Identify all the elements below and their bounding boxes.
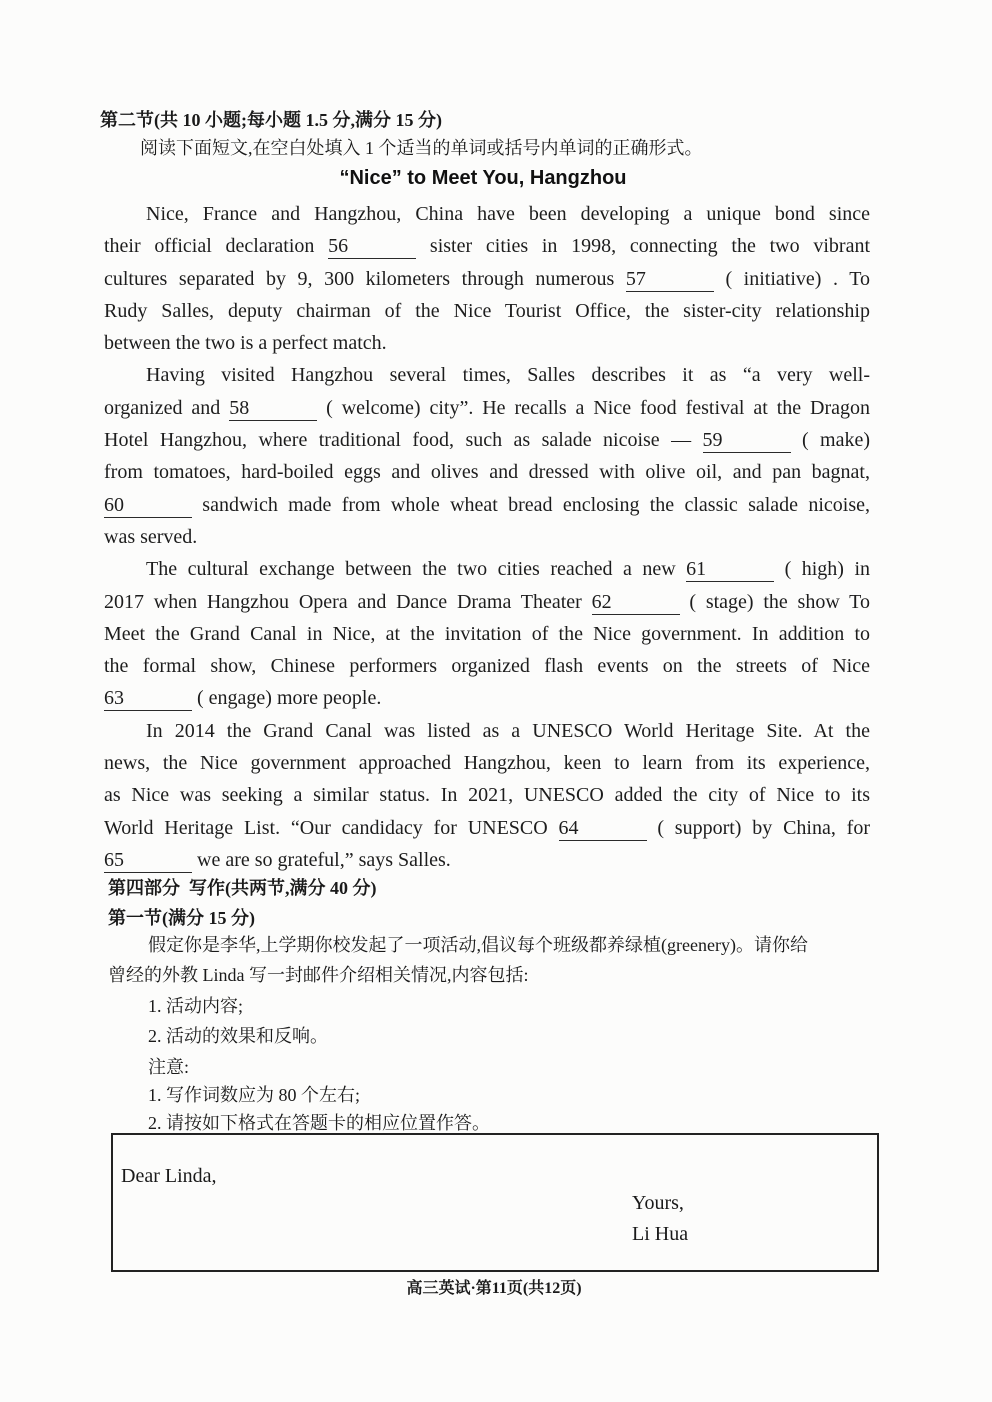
- line-text-after: ( support) by China, for: [657, 816, 870, 839]
- passage-line: [104, 359, 870, 391]
- line-text: Meet the Grand Canal in Nice, at the invitation of the Nice government. In addition to: [104, 622, 870, 645]
- line-text-after: sandwich made from whole wheat bread enclosing the classic salade nicoise,: [202, 493, 870, 516]
- blank-63: 63: [104, 687, 192, 711]
- passage-line: [104, 327, 870, 359]
- blank-58: 58: [229, 397, 317, 421]
- note-label: 注意:: [148, 1057, 190, 1077]
- line-text-before: Hotel Hangzhou, where traditional food, such as salade nicoise —: [104, 429, 692, 452]
- letter-signature: Li Hua: [632, 1223, 689, 1245]
- passage-line: [104, 263, 870, 295]
- line-text-after: ( stage) the show To: [689, 590, 871, 613]
- passage-line: [104, 230, 870, 262]
- line-text: between the two is a perfect match.: [104, 332, 387, 355]
- line-text-before: The cultural exchange between the two cities reached a new: [146, 558, 676, 581]
- blank-65: 65: [104, 849, 192, 873]
- passage-line: [104, 489, 870, 521]
- letter-closing: Yours,: [632, 1192, 684, 1214]
- line-text: Nice, France and Hangzhou, China have been developing a unique bond since: [146, 203, 870, 225]
- line-text-after: sister cities in 1998, connecting the two vibrant: [429, 235, 871, 258]
- passage-paragraph: [104, 359, 870, 553]
- blank-59: 59: [703, 429, 791, 453]
- line-text-before: their official declaration: [104, 235, 315, 258]
- line-text-after: ( initiative) . To: [725, 267, 871, 290]
- passage-line: [104, 844, 870, 876]
- writing-part-title: 第四部分 写作(共两节,满分 40 分): [108, 878, 377, 898]
- line-text: Rudy Salles, deputy chairman of the Nice Tourist Office, the sister-city relationship: [104, 299, 870, 322]
- passage-line: [104, 650, 870, 682]
- note-item: 1. 写作词数应为 80 个左右;: [148, 1085, 361, 1105]
- line-text-before: World Heritage List. “Our candidacy for UNESCO: [104, 816, 548, 839]
- letter-greeting: Dear Linda,: [121, 1165, 217, 1187]
- line-text: In 2014 the Grand Canal was listed as a UNESCO World Heritage Site. At the: [146, 719, 870, 742]
- writing-section-title: 第一节(满分 15 分): [108, 908, 255, 928]
- passage-line: [104, 682, 870, 714]
- blank-57: 57: [626, 268, 714, 292]
- line-text-after: we are so grateful,” says Salles.: [197, 848, 451, 871]
- passage: [104, 198, 870, 876]
- passage-line: [104, 392, 870, 424]
- line-text-after: ( engage) more people.: [197, 687, 382, 710]
- blank-62: 62: [592, 591, 680, 615]
- passage-line: [104, 456, 870, 488]
- line-text-before: 2017 when Hangzhou Opera and Dance Drama Theater: [104, 590, 582, 613]
- line-text: the formal show, Chinese performers organized flash events on the streets of Nice: [104, 655, 870, 678]
- passage-line: [104, 747, 870, 779]
- blank-56: 56: [328, 235, 416, 259]
- page-footer: 高三英试·第11页(共12页): [406, 1280, 582, 1297]
- passage-paragraph: [104, 715, 870, 876]
- blank-64: 64: [559, 817, 647, 841]
- content-item: 2. 活动的效果和反响。: [148, 1026, 328, 1046]
- passage-line: [104, 779, 870, 811]
- passage-line: [104, 295, 870, 327]
- passage-paragraph: [104, 553, 870, 714]
- writing-prompt-line: 曾经的外教 Linda 写一封邮件介绍相关情况,内容包括:: [108, 965, 529, 985]
- note-item: 2. 请按如下格式在答题卡的相应位置作答。: [148, 1113, 490, 1133]
- passage-line: [104, 586, 870, 618]
- line-text: news, the Nice government approached Hangzhou, keen to learn from its experience,: [104, 752, 870, 775]
- line-text: from tomatoes, hard-boiled eggs and olives and dressed with olive oil, and pan bagnat,: [104, 461, 870, 484]
- passage-line: [104, 424, 870, 456]
- writing-prompt-line: 假定你是李华,上学期你校发起了一项活动,倡议每个班级都养绿植(greenery)。请你给: [148, 935, 808, 955]
- passage-line: [104, 198, 870, 230]
- passage-line: [104, 553, 870, 585]
- line-text-after: ( make): [801, 429, 870, 452]
- passage-line: [104, 521, 870, 553]
- content-item: 1. 活动内容;: [148, 996, 244, 1016]
- line-text-before: cultures separated by 9, 300 kilometers through numerous: [104, 267, 615, 290]
- line-text-after: ( high) in: [784, 558, 871, 581]
- line-text-after: ( welcome) city”. He recalls a Nice food festival at the Dragon: [326, 396, 871, 419]
- passage-paragraph: [104, 198, 870, 359]
- line-text-before: organized and: [104, 396, 221, 419]
- passage-line: [104, 812, 870, 844]
- passage-line: [104, 618, 870, 650]
- section-header: 第二节(共 10 小题;每小题 1.5 分,满分 15 分): [100, 110, 442, 130]
- blank-61: 61: [686, 558, 774, 582]
- section-instructions: 阅读下面短文,在空白处填入 1 个适当的单词或括号内单词的正确形式。: [140, 138, 703, 158]
- answer-format-box: [111, 1133, 879, 1272]
- passage-title: “Nice” to Meet You, Hangzhou: [339, 167, 627, 189]
- passage-line: [104, 715, 870, 747]
- line-text: was served.: [104, 525, 198, 548]
- blank-60: 60: [104, 494, 192, 518]
- line-text: Having visited Hangzhou several times, Salles describes it as “a very well-: [146, 364, 870, 387]
- line-text: as Nice was seeking a similar status. In 2021, UNESCO added the city of Nice to its: [104, 784, 870, 807]
